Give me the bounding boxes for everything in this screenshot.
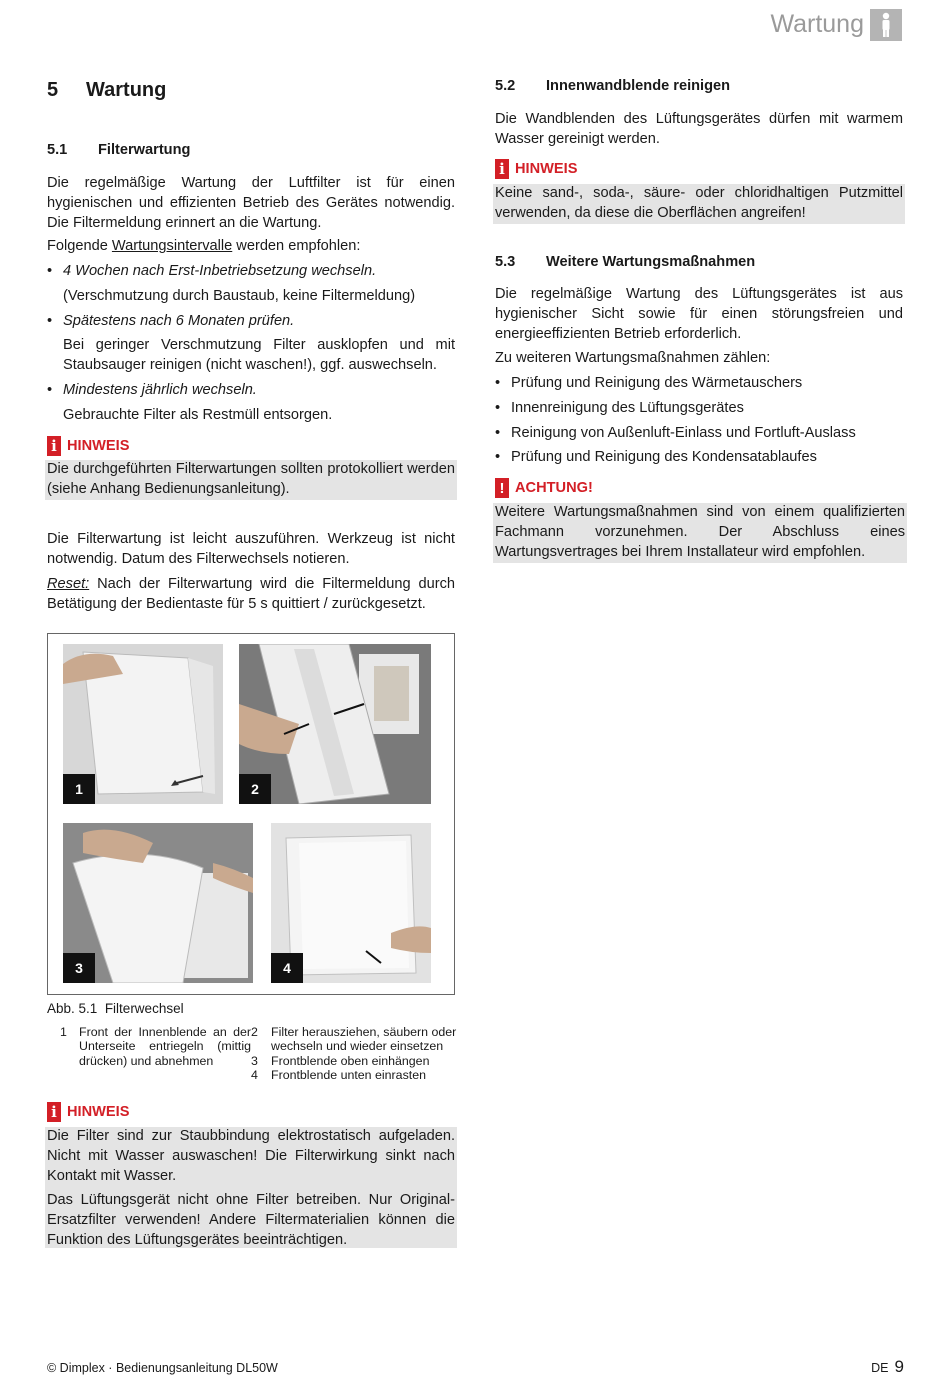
notice-text: Die Filter sind zur Staubbindung elektrostatisch aufgeladen. Nicht mit Wasser auswaschen! Die Filterwirkung sinkt nach Kontakt mit Wasser. (47, 1128, 455, 1184)
notice-label (495, 159, 577, 179)
photo-step-2 (239, 644, 431, 804)
list-item: • Innenreinigung des Lüftungsgerätes (495, 399, 903, 419)
legend-text: Frontblende unten einrasten (271, 1067, 426, 1082)
paragraph: Die regelmäßige Wartung des Lüftungsgerätes ist aus hygienischer Sicht sowie für einen störungsfreien und energieeffizienten Betrieb erforderlich. (495, 286, 903, 342)
interval-list (47, 262, 455, 426)
notice-word: HINWEIS (67, 1104, 130, 1120)
photo-step-1 (63, 644, 223, 804)
reset-label: Reset: (47, 576, 90, 592)
section-number: 5.1 (47, 142, 68, 158)
list-item: • Reinigung von Außenluft-Einlass und Fortluft-Auslass (495, 424, 903, 444)
paragraph: Die Wandblenden des Lüftungsgerätes dürfen mit warmem Wasser gereinigt werden. (495, 111, 903, 147)
list-item (47, 262, 455, 307)
notice-text: Die durchgeführten Filterwartungen sollten protokolliert werden (siehe Anhang Bedienungsanleitung). (47, 461, 455, 497)
section-title: Filterwartung (98, 142, 191, 158)
info-icon: i (495, 159, 509, 179)
list-item-detail: Gebrauchte Filter als Restmüll entsorgen. (63, 406, 333, 423)
notice-box (45, 1127, 457, 1248)
figure-frame (47, 633, 455, 995)
section-heading-5-2 (495, 78, 730, 94)
step-number-badge: 3 (63, 953, 95, 983)
notice-word: HINWEIS (515, 161, 578, 177)
legend-number: 4 (251, 1067, 258, 1082)
step-number-badge: 4 (271, 953, 303, 983)
paragraph: Zu weiteren Wartungsmaßnahmen zählen: (495, 350, 771, 366)
page-header-title: Wartung (770, 10, 864, 38)
warning-box (493, 503, 907, 563)
paragraph: Die Filterwartung ist leicht auszuführen. Werkzeug ist nicht notwendig. Datum des Filterwechsels notieren. (47, 531, 455, 567)
notice-box (45, 460, 457, 500)
warning-word: ACHTUNG! (515, 480, 593, 496)
list-item: • Prüfung und Reinigung des Kondensatablaufes (495, 448, 903, 468)
notice-text: Keine sand-, soda-, säure- oder chloridhaltigen Putzmittel verwenden, da diese die Oberflächen angreifen! (495, 185, 903, 221)
text: werden empfohlen: (232, 238, 361, 254)
list-item-title: • 4 Wochen nach Erst-Inbetriebsetzung wechseln. (63, 263, 377, 279)
step-number-badge: 1 (63, 774, 95, 804)
legend-text: Filter herausziehen, säubern oder wechseln und wieder einsetzen (271, 1025, 457, 1054)
section-number: 5.3 (495, 254, 516, 270)
legend-number: 2 (251, 1025, 258, 1039)
figure-caption (47, 1001, 184, 1016)
list-item-title: • Mindestens jährlich wechseln. (63, 381, 257, 398)
step-number-badge: 2 (239, 774, 271, 804)
warning-label (495, 478, 593, 498)
list-item: • Prüfung und Reinigung des Wärmetauschers (495, 374, 903, 394)
section-heading-5-3 (495, 254, 755, 270)
caption-number: Abb. 5.1 (47, 1001, 98, 1016)
section-title: Innenwandblende reinigen (546, 78, 731, 94)
photo-step-3 (63, 823, 253, 983)
figure-legend (47, 1025, 459, 1085)
section-number: 5.2 (495, 78, 516, 94)
legend-text: Front der Innenblende an der Unterseite entriegeln (mittig drücken) und abnehmen (79, 1025, 251, 1068)
paragraph (47, 237, 455, 257)
list-item-detail: (Verschmutzung durch Baustaub, keine Filtermeldung) (63, 287, 416, 304)
warning-text: Weitere Wartungsmaßnahmen sind von einem qualifizierten Fachmann vorzunehmen. Der Abschluss eines Wartungsvertrages bei Ihrem Installateur wird empfohlen. (495, 504, 905, 560)
legend-number: 1 (60, 1025, 67, 1039)
reset-text: Nach der Filterwartung wird die Filtermeldung durch Betätigung der Bedientaste für 5 s quittiert / zurückgesetzt. (47, 576, 455, 612)
language-code: DE (871, 1361, 889, 1375)
exclamation-icon: ! (495, 478, 509, 498)
maintenance-list (495, 374, 903, 468)
footer-page-info (871, 1357, 904, 1377)
list-item (47, 381, 455, 426)
info-icon: i (47, 1102, 61, 1122)
photo-step-4 (271, 823, 431, 983)
text: Folgende (47, 238, 112, 254)
legend-text: Frontblende oben einhängen (271, 1053, 430, 1068)
legend-number: 3 (251, 1053, 258, 1068)
chapter-title: Wartung (86, 79, 167, 101)
notice-label (47, 1102, 129, 1122)
list-item (47, 312, 455, 376)
notice-word: HINWEIS (67, 438, 130, 454)
chapter-number: 5 (47, 79, 59, 101)
person-icon (870, 9, 902, 41)
list-item-title: • Spätestens nach 6 Monaten prüfen. (63, 312, 295, 329)
notice-text: Das Lüftungsgerät nicht ohne Filter betreiben. Nur Original-Ersatzfilter verwenden! Andere Filtermaterialien können die Funktion des Lüftungsgerätes beeinträchtigen. (47, 1192, 455, 1248)
caption-title: Filterwechsel (104, 1001, 184, 1016)
notice-label (47, 436, 129, 456)
paragraph: Die regelmäßige Wartung der Luftfilter ist für einen hygienischen und effizienten Betrieb des Gerätes notwendig. Die Filtermeldung erinnert an die Wartung. (47, 175, 455, 231)
section-title: Weitere Wartungsmaßnahmen (546, 254, 756, 270)
info-icon: i (47, 436, 61, 456)
page-number: 9 (894, 1357, 904, 1376)
list-item-detail: Bei geringer Verschmutzung Filter ausklopfen und mit Staubsauger reinigen (nicht waschen!), ggf. auswechseln. (63, 337, 455, 374)
chapter-heading (47, 79, 166, 102)
notice-box (493, 184, 905, 224)
section-heading-5-1 (47, 142, 190, 158)
underlined-term: Wartungsintervalle (111, 238, 233, 254)
reset-paragraph (47, 575, 455, 615)
footer-copyright: © Dimplex · Bedienungsanleitung DL50W (47, 1361, 278, 1375)
